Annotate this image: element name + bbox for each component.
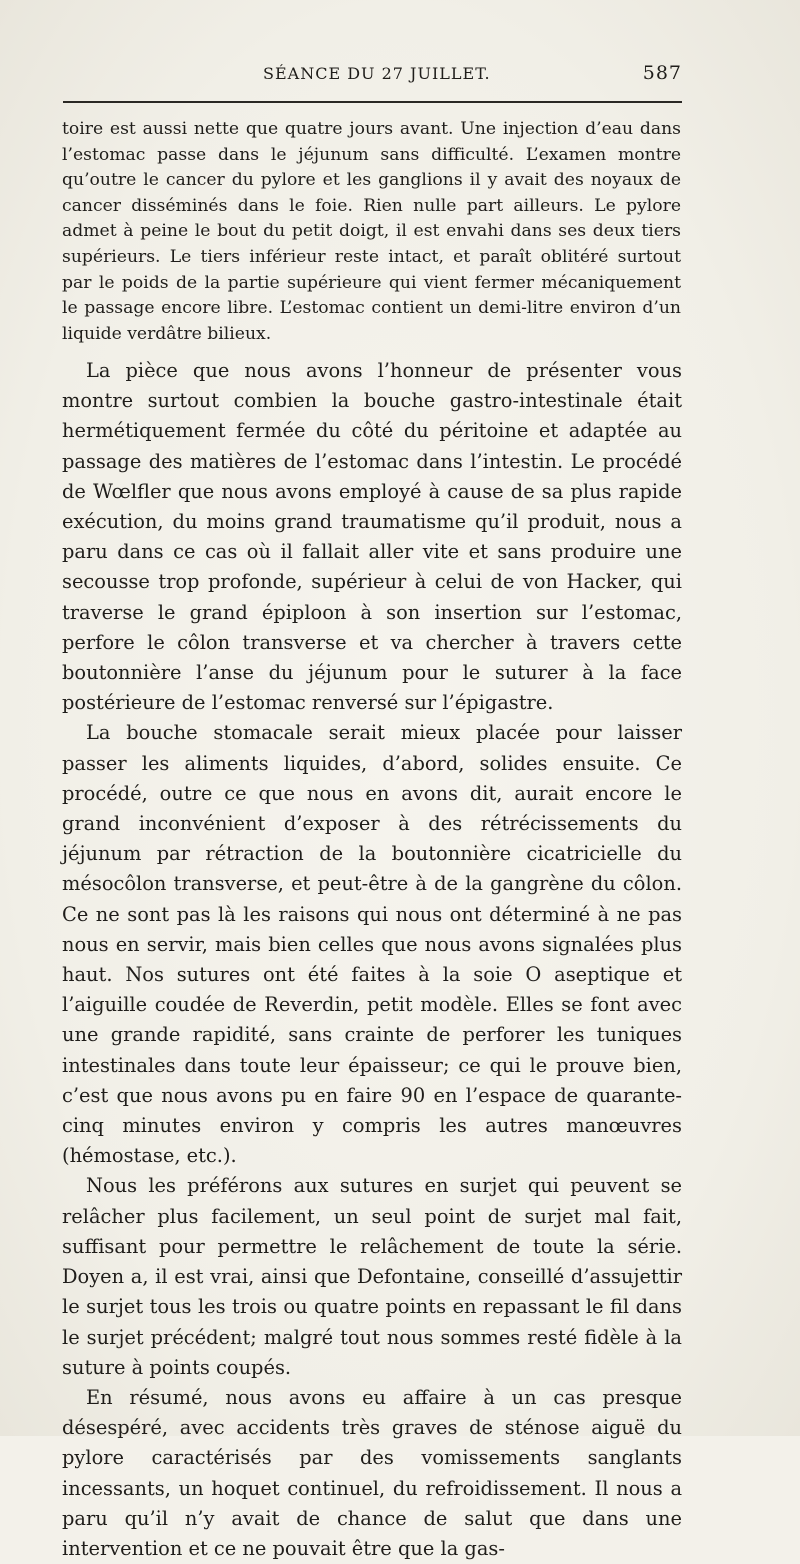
small-print-block — [62, 117, 681, 347]
paragraph-2: La bouche stomacale serait mieux placée pour laisser passer les aliments liquides, d’abord, solides ensuite. Ce procédé, outre ce que nous en avons dit, aurait encore le grand inconvénient d’exposer à des rétrécissements du jéjunum par rétraction de la boutonnière cicatricielle du mésocôlon transverse, et peut-être à de la gangrène du côlon. Ce ne sont pas là les raisons qui nous ont déterminé à ne pas nous en servir, mais bien celles que nous avons signalées plus haut. Nos sutures ont été faites à la soie O aseptique et l’aiguille coudée de Reverdin, petit modèle. Elles se font avec une grande rapidité, sans crainte de perforer les tuniques intestinales dans toute leur épaisseur; ce qui le prouve bien, c’est que nous avons pu en faire 90 en l’espace de quarante-cinq minutes environ y compris les autres manœuvres (hémostase, etc.). — [62, 721, 682, 1168]
running-header — [63, 62, 682, 90]
page-number: 587 — [642, 62, 682, 84]
paragraph-1: La pièce que nous avons l’honneur de présenter vous montre surtout combien la bouche gastro-intestinale était hermétiquement fermée du côté du péritoine et adaptée au passage des matières de l’estomac dans l’intestin. Le procédé de Wœlfler que nous avons employé à cause de sa plus rapide exécution, du moins grand traumatisme qu’il produit, nous a paru dans ce cas où il fallait aller vite et sans produire une secousse trop profonde, supérieur à celui de von Hacker, qui traverse le grand épiploon à son insertion sur l’estomac, perfore le côlon transverse et va chercher à travers cette boutonnière l’anse du jéjunum pour le suturer à la face postérieure de l’estomac renversé sur l’épigastre. — [62, 359, 682, 715]
header-rule — [63, 101, 682, 103]
paragraph-4: En résumé, nous avons eu affaire à un cas presque désespéré, avec accidents très graves de sténose aiguë du pylore caractérisés par des vomissements sanglants incessants, un hoquet continuel, du refroidissement. Il nous a paru qu’il n’y avait de chance de salut que dans une intervention et ce ne pouvait être que la gas- — [62, 1385, 682, 1560]
running-title: SÉANCE DU 27 JUILLET. — [263, 64, 491, 83]
paragraph-3: Nous les préférons aux sutures en surjet qui peuvent se relâcher plus facilement, un seul point de surjet mal fait, suffisant pour permettre le relâchement de toute la série. Doyen a, il est vrai, ainsi que Defontaine, conseillé d’assujettir le surjet tous les trois ou quatre points en repassant le fil dans le surjet précédent; malgré tout nous sommes resté fidèle à la suture à points coupés. — [62, 1174, 682, 1379]
main-text-block — [62, 356, 682, 1564]
small-paragraph: toire est aussi nette que quatre jours avant. Une injection d’eau dans l’estomac passe dans le jéjunum sans difficulté. L’examen montre qu’outre le cancer du pylore et les ganglions il y avait des noyaux de cancer disséminés dans le foie. Rien nulle part ailleurs. Le pylore admet à peine le bout du petit doigt, il est envahi dans ses deux tiers supérieurs. Le tiers inférieur reste intact, et paraît oblitéré surtout par le poids de la partie supérieure qui vient fermer mécaniquement le passage encore libre. L’estomac contient un demi-litre environ d’un liquide verdâtre bilieux. — [62, 119, 681, 344]
